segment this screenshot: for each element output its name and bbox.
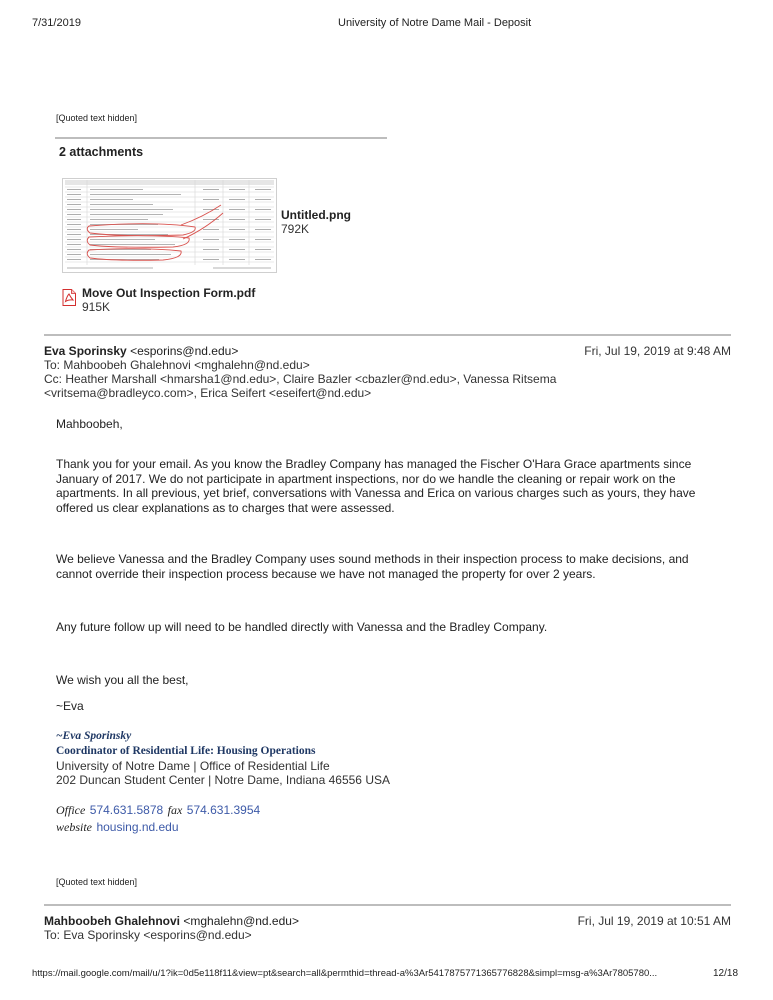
attachment-size-untitled-png: 792K xyxy=(281,222,310,236)
sender2-email: <mghalehn@nd.edu> xyxy=(183,914,299,928)
message-divider-2 xyxy=(44,904,731,906)
email-greeting: Mahboobeh, xyxy=(56,417,123,431)
sender2-name: Mahboobeh Ghalehnovi xyxy=(44,914,181,928)
signature-title: Coordinator of Residential Life: Housing Operations xyxy=(56,745,316,757)
email-paragraph-2: We believe Vanessa and the Bradley Company uses sound methods in their inspection process to make decisions, and cannot override their inspection process because we have not managed the property for over 2 years. xyxy=(56,552,689,581)
print-page-number: 12/18 xyxy=(713,968,739,979)
print-date: 7/31/2019 xyxy=(32,17,81,29)
sender-name: Eva Sporinsky xyxy=(44,344,127,358)
email-paragraph-1: Thank you for your email. As you know the Bradley Company has managed the Fischer O'Hara Grace apartments since January of 2017. We do not participate in apartment inspections, nor do we handle the cleaning or repair work on the apartments. In all previous, yet brief, conversations with Vanessa and Erica on various charges such as yours, they have offered us clear explanations as to charges that were assessed. xyxy=(56,457,696,515)
attachment-name-untitled-png[interactable]: Untitled.png xyxy=(281,208,351,222)
message-header-sender xyxy=(44,344,238,358)
fax-phone-link[interactable]: 574.631.3954 xyxy=(186,803,261,817)
pdf-file-icon xyxy=(62,289,76,306)
recipient-cc-line-2: <vritsema@bradleyco.com>, Erica Seifert <eseifert@nd.edu> xyxy=(44,386,372,400)
recipient2-to: To: Eva Sporinsky <esporins@nd.edu> xyxy=(44,928,252,942)
message-date: Fri, Jul 19, 2019 at 9:48 AM xyxy=(584,344,731,358)
email-paragraph-3: Any future follow up will need to be handled directly with Vanessa and the Bradley Company. xyxy=(56,620,548,634)
print-title: University of Notre Dame Mail - Deposit xyxy=(338,17,532,29)
email-closing: We wish you all the best, xyxy=(56,673,189,687)
attachment-name-pdf[interactable]: Move Out Inspection Form.pdf xyxy=(82,286,256,300)
signature-address: 202 Duncan Student Center | Notre Dame, Indiana 46556 USA xyxy=(56,773,390,787)
attachments-heading: 2 attachments xyxy=(59,145,144,159)
signature-phone-line xyxy=(56,801,260,819)
signature-organization: University of Notre Dame | Office of Residential Life xyxy=(56,759,330,773)
spreadsheet-preview-image xyxy=(63,179,276,272)
attachment-thumbnail-untitled-png[interactable] xyxy=(62,178,277,273)
signature-name: ~Eva Sporinsky xyxy=(56,730,132,742)
email-signoff: ~Eva xyxy=(56,699,84,713)
quoted-text-hidden-toggle-2[interactable]: [Quoted text hidden] xyxy=(56,877,138,887)
recipient-to: To: Mahboobeh Ghalehnovi <mghalehn@nd.edu> xyxy=(44,358,310,372)
message2-date: Fri, Jul 19, 2019 at 10:51 AM xyxy=(577,914,731,928)
office-label: Office xyxy=(56,803,86,817)
recipient-cc-line-1: Cc: Heather Marshall <hmarsha1@nd.edu>, Claire Bazler <cbazler@nd.edu>, Vanessa Ritsema xyxy=(44,372,557,386)
sender-email: <esporins@nd.edu> xyxy=(130,344,239,358)
office-phone-link[interactable]: 574.631.5878 xyxy=(89,803,164,817)
fax-label: fax xyxy=(167,803,183,817)
website-label: website xyxy=(56,820,92,834)
print-footer-url: https://mail.google.com/mail/u/1?ik=0d5e118f11&view=pt&search=all&permthid=thread-a%3Ar5417875771365776828&simpl=msg-a%3Ar7805780... xyxy=(32,968,658,979)
message-divider xyxy=(44,334,731,336)
attachments-divider xyxy=(55,137,387,139)
quoted-text-hidden-toggle[interactable]: [Quoted text hidden] xyxy=(56,113,138,123)
website-link[interactable]: housing.nd.edu xyxy=(96,820,179,834)
message2-header-sender xyxy=(44,914,299,928)
signature-website-line xyxy=(56,818,179,836)
attachment-size-pdf: 915K xyxy=(82,300,111,314)
